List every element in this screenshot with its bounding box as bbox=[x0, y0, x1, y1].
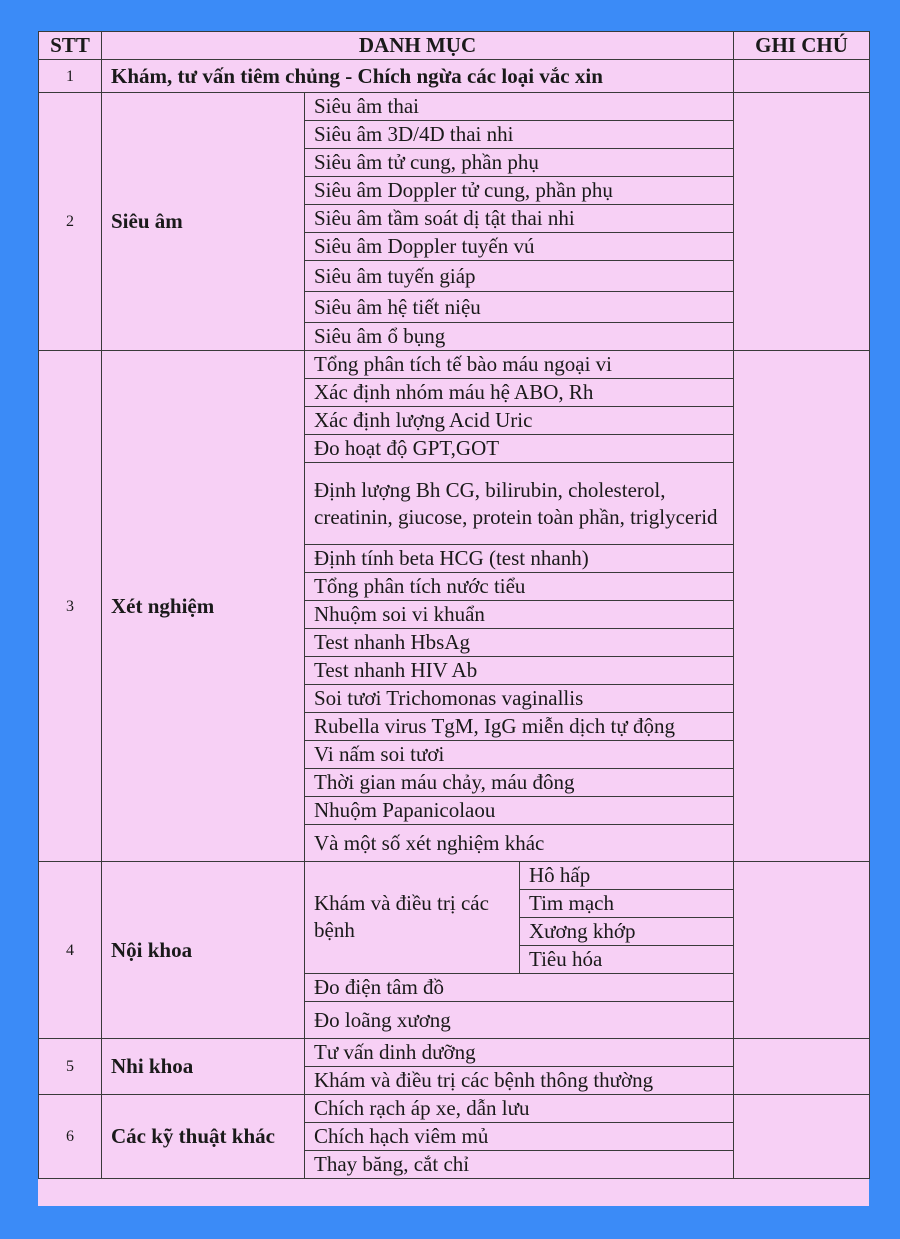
list-item: Siêu âm tuyến giáp bbox=[305, 261, 734, 292]
list-item: Và một số xét nghiệm khác bbox=[305, 825, 734, 862]
note-cell bbox=[734, 93, 870, 351]
note-cell bbox=[734, 351, 870, 862]
header-stt: STT bbox=[39, 32, 102, 60]
list-item: Đo loãng xương bbox=[305, 1002, 734, 1039]
table-row bbox=[39, 351, 870, 379]
note-cell bbox=[734, 60, 870, 93]
category-label: Siêu âm bbox=[102, 93, 305, 351]
list-item: Thời gian máu chảy, máu đông bbox=[305, 769, 734, 797]
sub-item: Tiêu hóa bbox=[520, 946, 734, 974]
stt-cell: 4 bbox=[39, 862, 102, 1039]
stt-cell: 5 bbox=[39, 1039, 102, 1095]
header-row bbox=[39, 32, 870, 60]
category-label: Nội khoa bbox=[102, 862, 305, 1039]
list-item: Rubella virus TgM, IgG miễn dịch tự động bbox=[305, 713, 734, 741]
list-item: Siêu âm Doppler tuyến vú bbox=[305, 233, 734, 261]
list-item: Vi nấm soi tươi bbox=[305, 741, 734, 769]
list-item: Tư vấn dinh dưỡng bbox=[305, 1039, 734, 1067]
list-item: Tổng phân tích tế bào máu ngoại vi bbox=[305, 351, 734, 379]
table-row bbox=[39, 862, 870, 890]
header-ghi-chu: GHI CHÚ bbox=[734, 32, 870, 60]
list-item: Định lượng Bh CG, bilirubin, cholesterol, creatinin, giucose, protein toàn phần, triglycerid bbox=[305, 463, 734, 545]
list-item: Thay băng, cắt chỉ bbox=[305, 1151, 734, 1179]
stt-cell: 3 bbox=[39, 351, 102, 862]
stt-cell: 6 bbox=[39, 1095, 102, 1179]
list-item: Đo hoạt độ GPT,GOT bbox=[305, 435, 734, 463]
table-row bbox=[39, 60, 870, 93]
sub-item: Tim mạch bbox=[520, 890, 734, 918]
table-row bbox=[39, 1039, 870, 1067]
list-item: Test nhanh HIV Ab bbox=[305, 657, 734, 685]
row-title: Khám, tư vấn tiêm chủng - Chích ngừa các loại vắc xin bbox=[102, 60, 734, 93]
group-label: Khám và điều trị các bệnh bbox=[305, 862, 520, 974]
services-table bbox=[38, 31, 870, 1179]
list-item: Test nhanh HbsAg bbox=[305, 629, 734, 657]
table-row bbox=[39, 93, 870, 121]
services-sheet bbox=[38, 31, 869, 1206]
list-item: Siêu âm thai bbox=[305, 93, 734, 121]
list-item: Đo điện tâm đồ bbox=[305, 974, 734, 1002]
list-item: Định tính beta HCG (test nhanh) bbox=[305, 545, 734, 573]
header-danh-muc: DANH MỤC bbox=[102, 32, 734, 60]
stt-cell: 1 bbox=[39, 60, 102, 93]
sub-item: Xương khớp bbox=[520, 918, 734, 946]
category-label: Nhi khoa bbox=[102, 1039, 305, 1095]
category-label: Các kỹ thuật khác bbox=[102, 1095, 305, 1179]
note-cell bbox=[734, 1039, 870, 1095]
sub-item: Hô hấp bbox=[520, 862, 734, 890]
list-item: Siêu âm 3D/4D thai nhi bbox=[305, 121, 734, 149]
list-item: Siêu âm Doppler tử cung, phần phụ bbox=[305, 177, 734, 205]
list-item: Soi tươi Trichomonas vaginallis bbox=[305, 685, 734, 713]
category-label: Xét nghiệm bbox=[102, 351, 305, 862]
list-item: Khám và điều trị các bệnh thông thường bbox=[305, 1067, 734, 1095]
note-cell bbox=[734, 1095, 870, 1179]
list-item: Xác định lượng Acid Uric bbox=[305, 407, 734, 435]
list-item: Chích hạch viêm mủ bbox=[305, 1123, 734, 1151]
list-item: Siêu âm hệ tiết niệu bbox=[305, 292, 734, 323]
list-item: Siêu âm tầm soát dị tật thai nhi bbox=[305, 205, 734, 233]
list-item: Siêu âm ổ bụng bbox=[305, 323, 734, 351]
list-item: Xác định nhóm máu hệ ABO, Rh bbox=[305, 379, 734, 407]
note-cell bbox=[734, 862, 870, 1039]
table-row bbox=[39, 1095, 870, 1123]
stt-cell: 2 bbox=[39, 93, 102, 351]
list-item: Nhuộm Papanicolaou bbox=[305, 797, 734, 825]
list-item: Siêu âm tử cung, phần phụ bbox=[305, 149, 734, 177]
list-item: Chích rạch áp xe, dẫn lưu bbox=[305, 1095, 734, 1123]
list-item: Nhuộm soi vi khuẩn bbox=[305, 601, 734, 629]
list-item: Tổng phân tích nước tiểu bbox=[305, 573, 734, 601]
